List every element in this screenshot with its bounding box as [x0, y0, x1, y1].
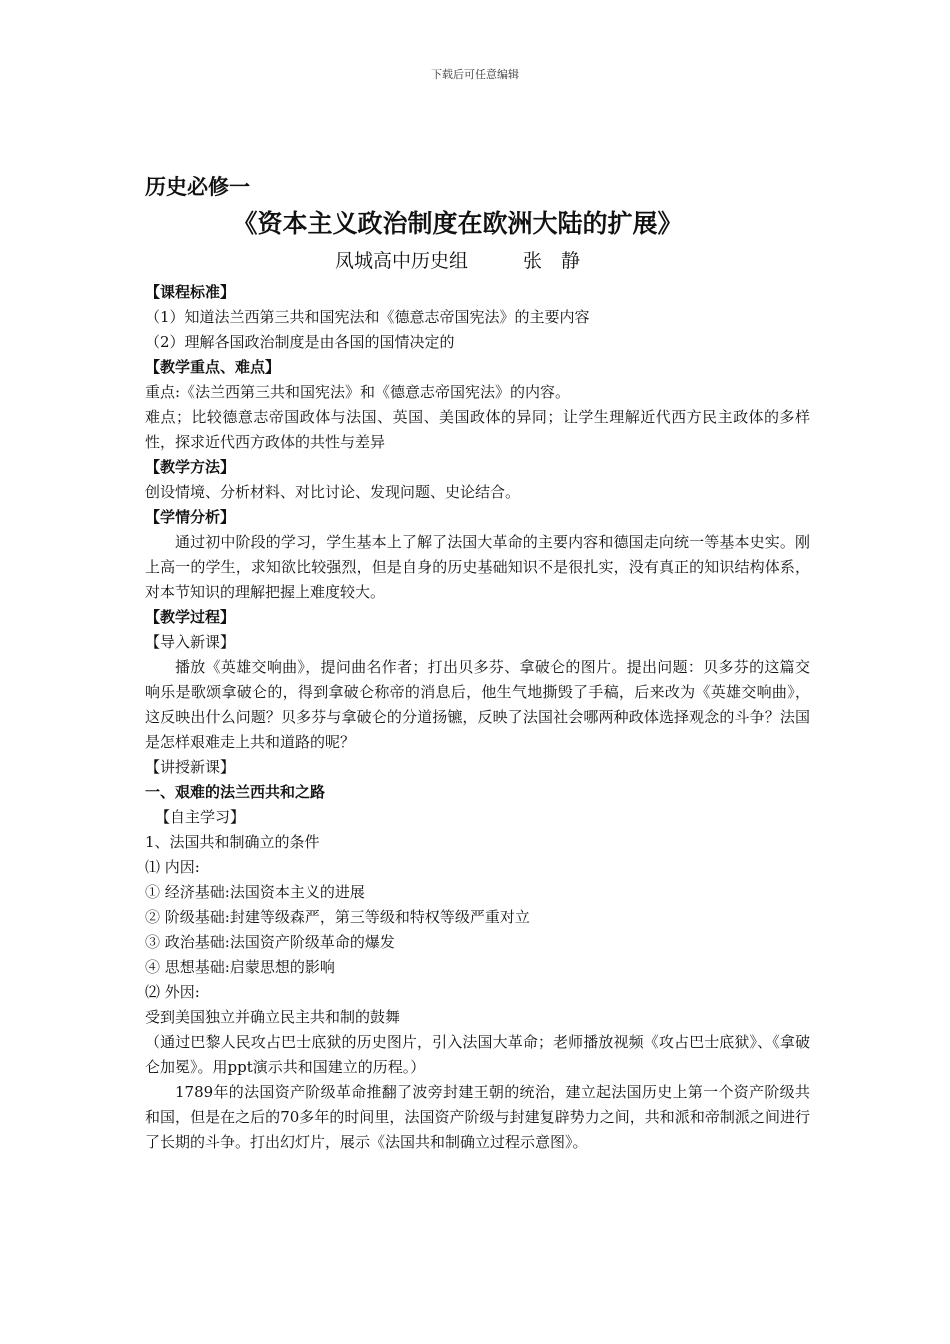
key-point-text: 重点:《法兰西第三共和国宪法》和《德意志帝国宪法》的内容。	[145, 383, 571, 401]
section-heading-learner-analysis: 【学情分析】	[145, 508, 236, 526]
condition-class: ② 阶级基础:封建等级森严，第三等级和特权等级严重对立	[145, 908, 530, 926]
condition-economic: ① 经济基础:法国资本主义的进展	[145, 883, 365, 901]
section-heading-methods: 【教学方法】	[145, 458, 236, 476]
subject-label: 历史必修一	[145, 175, 250, 199]
intro-text: 播放《英雄交响曲》，提问曲名作者；打出贝多芬、拿破仑的图片。提出问题：贝多芬的这篇交响乐是歌颂拿破仑的，得到拿破仑称帝的消息后，他生气地撕毁了手稿，后来改为《英雄交响曲》，这反映出什么问题？贝多芬与拿破仑的分道扬镳，反映了法国社会哪两种政体选择观念的斗争？法国是怎样艰难走上共和道路的呢？	[145, 658, 810, 751]
section-heading-curriculum: 【课程标准】	[145, 283, 236, 301]
part-one-heading: 一、艰难的法兰西共和之路	[145, 783, 326, 801]
new-lesson-heading: 【讲授新课】	[145, 758, 236, 776]
curriculum-item-1: （1）知道法兰西第三共和国宪法和《德意志帝国宪法》的主要内容	[145, 308, 590, 326]
self-study-heading: 【自主学习】	[155, 808, 246, 826]
difficult-point-text: 难点；比较德意志帝国政体与法国、英国、美国政体的异同；让学生理解近代西方民主政体的多样性，探求近代西方政体的共性与差异	[145, 408, 810, 451]
learner-analysis-text: 通过初中阶段的学习，学生基本上了解了法国大革命的主要内容和德国走向统一等基本史实。刚上高一的学生，求知欲比较强烈，但是自身的历史基础知识不是很扎实，没有真正的知识结构体系，对本节知识的理解把握上难度较大。	[145, 533, 810, 601]
header-note: 下载后可任意编辑	[431, 68, 519, 81]
internal-cause-label: ⑴ 内因:	[145, 858, 200, 876]
author-name: 张 静	[523, 250, 581, 272]
external-cause-text: 受到美国独立并确立民主共和制的鼓舞	[145, 1008, 401, 1026]
external-cause-label: ⑵ 外因:	[145, 983, 200, 1001]
section-heading-process: 【教学过程】	[145, 608, 236, 626]
methods-text: 创设情境、分析材料、对比讨论、发现问题、史论结合。	[145, 483, 521, 501]
condition-title: 1、法国共和制确立的条件	[145, 833, 320, 851]
author-line	[105, 244, 810, 278]
condition-political: ③ 政治基础:法国资产阶级革命的爆发	[145, 933, 395, 951]
document-title: 《资本主义政治制度在欧洲大陆的扩展》	[232, 209, 683, 238]
curriculum-item-2: （2）理解各国政治制度是由各国的国情决定的	[145, 333, 455, 351]
section-heading-key-points: 【教学重点、难点】	[145, 358, 281, 376]
history-paragraph: 1789年的法国资产阶级革命推翻了波旁封建王朝的统治，建立起法国历史上第一个资产阶级共和国，但是在之后的70多年的时间里，法国资产阶级与封建复辟势力之间，共和派和帝制派之间进行了长期的斗争。打出幻灯片，展示《法国共和制确立过程示意图》。	[145, 1083, 810, 1151]
teaching-note: （通过巴黎人民攻占巴士底狱的历史图片，引入法国大革命；老师播放视频《攻占巴士底狱》、《拿破仑加冕》。用ppt演示共和国建立的历程。）	[145, 1033, 810, 1076]
intro-heading: 【导入新课】	[145, 633, 236, 651]
document-body	[145, 170, 810, 1155]
condition-ideological: ④ 思想基础:启蒙思想的影响	[145, 958, 335, 976]
author-group: 凤城高中历史组	[334, 250, 468, 272]
